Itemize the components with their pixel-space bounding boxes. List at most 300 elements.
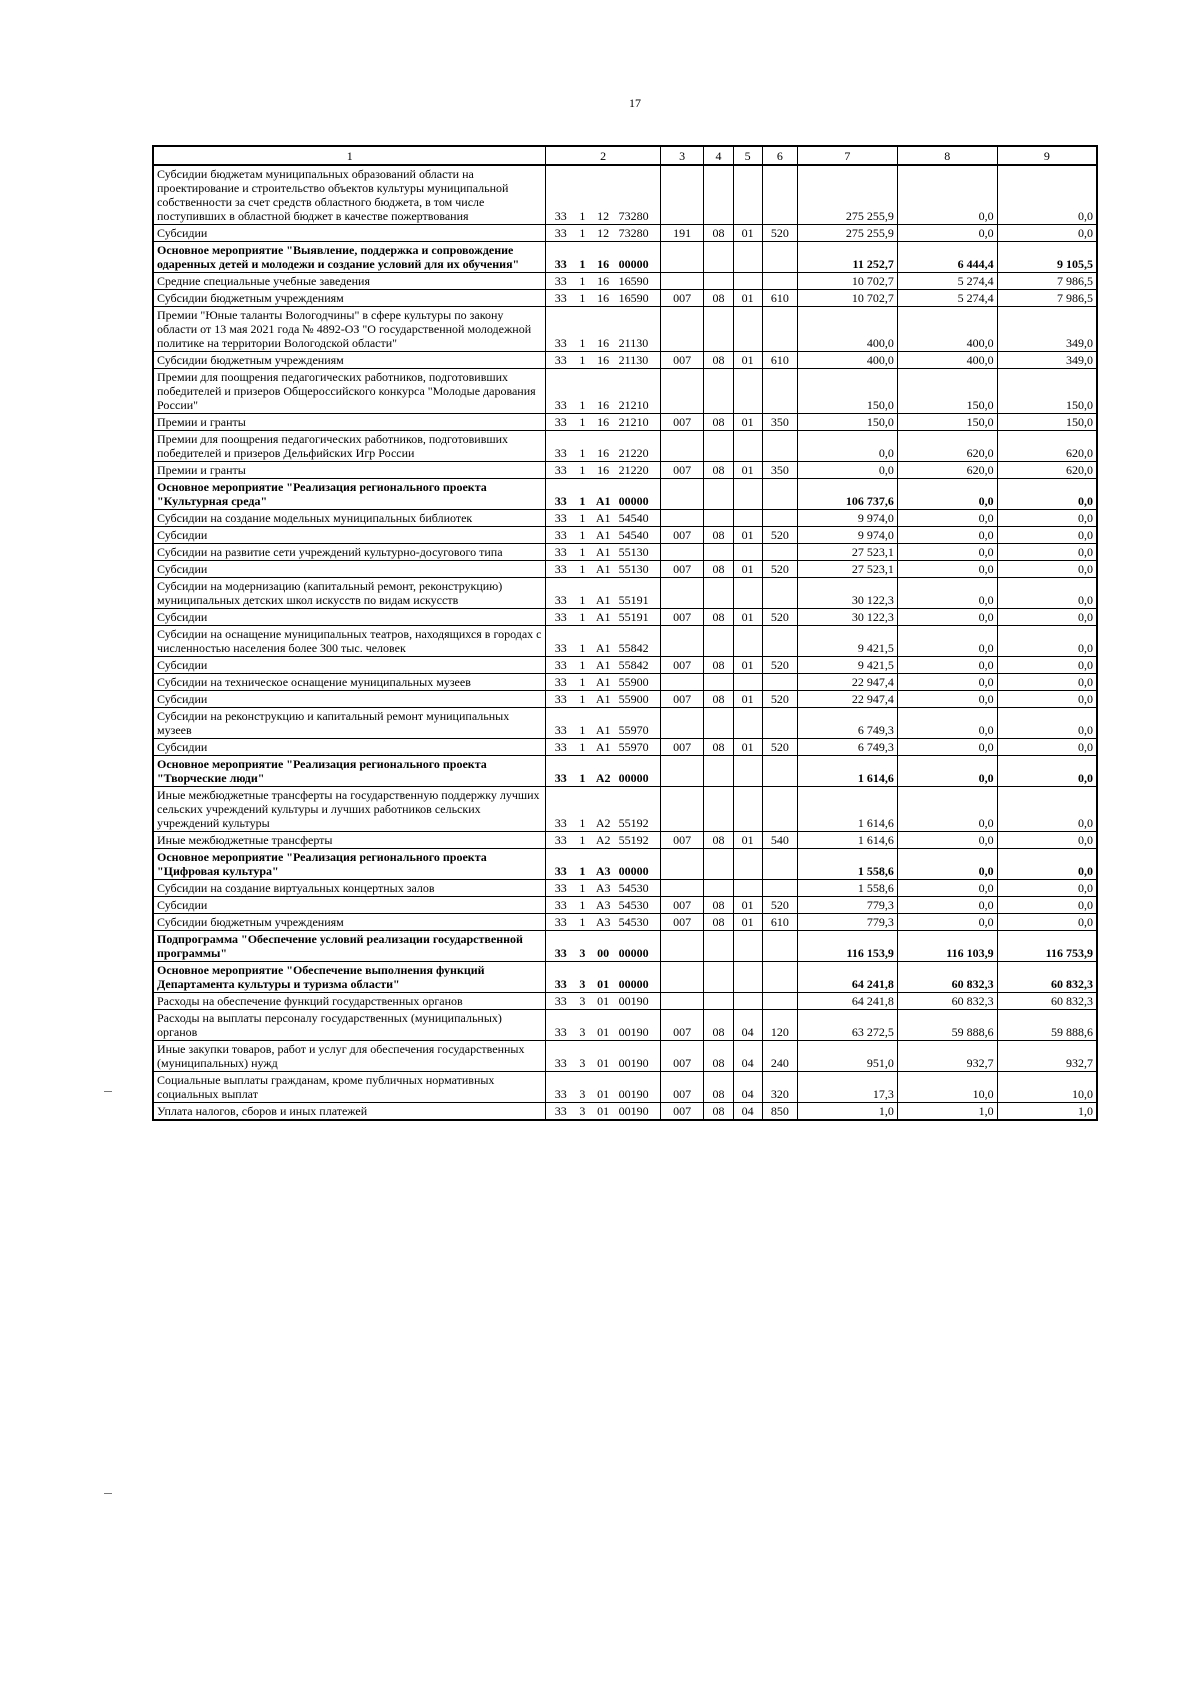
code-subprogram: 1 [575,242,590,273]
code-subsection [733,544,762,561]
table-row [153,307,1097,352]
row-name: Премии для поощрения педагогических работников, подготовивших победителей и призеров Дельфийских Игр России [153,431,546,462]
amount-col-7: 9 974,0 [798,527,898,544]
code-program: 33 [546,225,575,242]
code-expense-type: 610 [762,352,797,369]
code-subprogram: 1 [575,510,590,527]
code-ministry: 007 [660,609,704,626]
code-direction: 21210 [617,414,661,431]
code-subprogram: 1 [575,462,590,479]
code-event: A1 [590,479,617,510]
code-program: 33 [546,165,575,225]
code-direction: 54530 [617,914,661,931]
amount-col-9: 10,0 [997,1072,1097,1103]
code-ministry: 007 [660,352,704,369]
amount-col-7: 6 749,3 [798,739,898,756]
code-expense-type [762,242,797,273]
code-expense-type: 120 [762,1010,797,1041]
table-row [153,369,1097,414]
table-row [153,352,1097,369]
table-row [153,1010,1097,1041]
table-row [153,691,1097,708]
table-body [153,165,1097,1120]
code-ministry [660,307,704,352]
code-expense-type [762,578,797,609]
code-section: 08 [704,561,733,578]
code-section [704,708,733,739]
code-ministry [660,931,704,962]
code-event: 16 [590,369,617,414]
table-row [153,414,1097,431]
amount-col-7: 150,0 [798,414,898,431]
amount-col-7: 30 122,3 [798,609,898,626]
code-program: 33 [546,691,575,708]
code-event: A3 [590,914,617,931]
code-direction: 73280 [617,225,661,242]
table-row [153,657,1097,674]
code-ministry: 007 [660,897,704,914]
amount-col-7: 116 153,9 [798,931,898,962]
code-subsection: 04 [733,1072,762,1103]
code-program: 33 [546,290,575,307]
code-expense-type [762,431,797,462]
row-name: Субсидии на развитие сети учреждений культурно-досугового типа [153,544,546,561]
code-expense-type [762,993,797,1010]
amount-col-8: 0,0 [897,165,997,225]
code-subprogram: 1 [575,787,590,832]
amount-col-9: 116 753,9 [997,931,1097,962]
amount-col-9: 0,0 [997,479,1097,510]
code-subprogram: 1 [575,352,590,369]
code-ministry [660,962,704,993]
code-event: 16 [590,352,617,369]
header-col-3: 3 [660,146,704,165]
amount-col-8: 0,0 [897,691,997,708]
code-expense-type: 610 [762,914,797,931]
code-program: 33 [546,993,575,1010]
table-row [153,931,1097,962]
code-event: A2 [590,756,617,787]
code-event: 01 [590,1072,617,1103]
budget-table [152,145,1098,1121]
code-subprogram: 1 [575,849,590,880]
code-expense-type [762,931,797,962]
code-subprogram: 1 [575,307,590,352]
amount-col-9: 0,0 [997,561,1097,578]
code-expense-type: 240 [762,1041,797,1072]
code-program: 33 [546,307,575,352]
header-row [153,146,1097,165]
table-row [153,849,1097,880]
table-row [153,626,1097,657]
table-row [153,578,1097,609]
code-ministry [660,674,704,691]
amount-col-7: 30 122,3 [798,578,898,609]
amount-col-7: 951,0 [798,1041,898,1072]
code-ministry: 007 [660,527,704,544]
code-direction: 55191 [617,578,661,609]
code-subsection: 01 [733,739,762,756]
table-row [153,756,1097,787]
amount-col-9: 7 986,5 [997,273,1097,290]
code-direction: 16590 [617,290,661,307]
code-program: 33 [546,462,575,479]
table-row [153,561,1097,578]
code-event: A1 [590,609,617,626]
code-expense-type [762,544,797,561]
table-row [153,1103,1097,1121]
code-program: 33 [546,527,575,544]
header-col-4: 4 [704,146,733,165]
code-direction: 00190 [617,1041,661,1072]
table-row [153,544,1097,561]
code-section: 08 [704,609,733,626]
code-program: 33 [546,242,575,273]
amount-col-9: 0,0 [997,527,1097,544]
row-name: Основное мероприятие "Реализация регионального проекта "Творческие люди" [153,756,546,787]
code-section [704,273,733,290]
row-name: Расходы на выплаты персоналу государственных (муниципальных) органов [153,1010,546,1041]
code-program: 33 [546,756,575,787]
code-program: 33 [546,1103,575,1121]
code-program: 33 [546,897,575,914]
code-subsection [733,479,762,510]
amount-col-8: 0,0 [897,832,997,849]
amount-col-9: 0,0 [997,510,1097,527]
code-expense-type: 520 [762,527,797,544]
amount-col-7: 275 255,9 [798,225,898,242]
table-row [153,431,1097,462]
code-event: 16 [590,307,617,352]
code-program: 33 [546,561,575,578]
code-subsection [733,880,762,897]
amount-col-8: 0,0 [897,225,997,242]
code-event: 00 [590,931,617,962]
row-name: Премии и гранты [153,462,546,479]
code-subsection: 01 [733,352,762,369]
amount-col-9: 349,0 [997,352,1097,369]
code-direction: 00190 [617,1010,661,1041]
amount-col-8: 1,0 [897,1103,997,1121]
amount-col-9: 620,0 [997,431,1097,462]
amount-col-9: 0,0 [997,739,1097,756]
code-ministry: 007 [660,739,704,756]
code-direction: 21130 [617,352,661,369]
table-row [153,165,1097,225]
amount-col-8: 0,0 [897,544,997,561]
code-program: 33 [546,708,575,739]
amount-col-8: 6 444,4 [897,242,997,273]
code-subprogram: 1 [575,431,590,462]
code-expense-type [762,165,797,225]
code-section: 08 [704,739,733,756]
code-ministry: 007 [660,1072,704,1103]
code-expense-type: 520 [762,225,797,242]
code-subprogram: 3 [575,1103,590,1121]
code-direction: 55192 [617,787,661,832]
code-ministry: 007 [660,290,704,307]
code-program: 33 [546,510,575,527]
code-program: 33 [546,479,575,510]
row-name: Субсидии бюджетам муниципальных образований области на проектирование и строительство объектов культуры муниципальной собственности за счет средств областного бюджета, в том числе поступивших в областной бюджет в качестве пожертвования [153,165,546,225]
code-ministry [660,431,704,462]
amount-col-9: 0,0 [997,756,1097,787]
code-subsection [733,931,762,962]
amount-col-7: 275 255,9 [798,165,898,225]
amount-col-8: 0,0 [897,739,997,756]
code-expense-type: 520 [762,561,797,578]
amount-col-7: 10 702,7 [798,290,898,307]
amount-col-9: 0,0 [997,897,1097,914]
code-program: 33 [546,273,575,290]
row-name: Субсидии [153,897,546,914]
code-event: A3 [590,849,617,880]
code-expense-type [762,787,797,832]
code-program: 33 [546,414,575,431]
code-ministry [660,510,704,527]
code-subprogram: 1 [575,756,590,787]
code-subprogram: 1 [575,527,590,544]
amount-col-8: 150,0 [897,369,997,414]
amount-col-7: 63 272,5 [798,1010,898,1041]
code-subsection [733,369,762,414]
code-expense-type: 520 [762,897,797,914]
amount-col-7: 779,3 [798,914,898,931]
code-program: 33 [546,626,575,657]
row-name: Субсидии на техническое оснащение муниципальных музеев [153,674,546,691]
code-subsection: 01 [733,225,762,242]
amount-col-7: 9 421,5 [798,626,898,657]
code-expense-type [762,510,797,527]
amount-col-7: 9 421,5 [798,657,898,674]
code-direction: 55192 [617,832,661,849]
row-name: Субсидии на создание модельных муниципальных библиотек [153,510,546,527]
code-direction: 00190 [617,993,661,1010]
code-section [704,756,733,787]
row-name: Подпрограмма "Обеспечение условий реализации государственной программы" [153,931,546,962]
code-program: 33 [546,544,575,561]
code-subsection [733,307,762,352]
code-ministry: 007 [660,1041,704,1072]
amount-col-9: 0,0 [997,165,1097,225]
code-section: 08 [704,414,733,431]
code-direction: 00000 [617,242,661,273]
code-expense-type: 520 [762,739,797,756]
code-subsection: 04 [733,1010,762,1041]
code-section [704,626,733,657]
code-expense-type [762,708,797,739]
code-section: 08 [704,691,733,708]
code-ministry: 007 [660,462,704,479]
amount-col-8: 0,0 [897,479,997,510]
code-ministry [660,756,704,787]
code-subprogram: 1 [575,609,590,626]
amount-col-9: 7 986,5 [997,290,1097,307]
row-name: Субсидии на модернизацию (капитальный ремонт, реконструкцию) муниципальных детских школ искусств по видам искусств [153,578,546,609]
code-direction: 21130 [617,307,661,352]
code-expense-type: 520 [762,609,797,626]
code-program: 33 [546,914,575,931]
code-section: 08 [704,832,733,849]
table-row [153,914,1097,931]
code-subprogram: 1 [575,369,590,414]
table-row [153,510,1097,527]
amount-col-9: 349,0 [997,307,1097,352]
code-direction: 21220 [617,462,661,479]
code-expense-type [762,674,797,691]
amount-col-9: 0,0 [997,787,1097,832]
code-direction: 73280 [617,165,661,225]
row-name: Расходы на обеспечение функций государственных органов [153,993,546,1010]
code-section: 08 [704,914,733,931]
code-section [704,880,733,897]
amount-col-8: 620,0 [897,462,997,479]
code-event: A1 [590,561,617,578]
code-ministry: 007 [660,914,704,931]
code-section: 08 [704,462,733,479]
code-expense-type [762,273,797,290]
row-name: Субсидии бюджетным учреждениям [153,352,546,369]
amount-col-9: 0,0 [997,880,1097,897]
code-event: A2 [590,832,617,849]
code-ministry: 007 [660,832,704,849]
code-subprogram: 1 [575,914,590,931]
amount-col-8: 0,0 [897,657,997,674]
code-direction: 54540 [617,527,661,544]
table-row [153,962,1097,993]
code-subsection: 01 [733,414,762,431]
table-row [153,674,1097,691]
code-section: 08 [704,527,733,544]
amount-col-7: 10 702,7 [798,273,898,290]
code-section [704,431,733,462]
header-col-2: 2 [546,146,660,165]
code-program: 33 [546,609,575,626]
amount-col-8: 0,0 [897,849,997,880]
code-subsection: 04 [733,1041,762,1072]
amount-col-7: 1 558,6 [798,849,898,880]
row-name: Субсидии на создание виртуальных концертных залов [153,880,546,897]
code-subprogram: 1 [575,897,590,914]
code-subprogram: 1 [575,561,590,578]
code-section: 08 [704,225,733,242]
table-row [153,609,1097,626]
code-subprogram: 1 [575,273,590,290]
code-expense-type: 520 [762,691,797,708]
amount-col-8: 60 832,3 [897,962,997,993]
code-event: 01 [590,993,617,1010]
code-subprogram: 1 [575,832,590,849]
code-event: A1 [590,657,617,674]
amount-col-9: 150,0 [997,414,1097,431]
code-subprogram: 3 [575,1072,590,1103]
amount-col-8: 0,0 [897,510,997,527]
amount-col-9: 150,0 [997,369,1097,414]
code-subprogram: 3 [575,1010,590,1041]
code-direction: 00000 [617,962,661,993]
code-event: 01 [590,1010,617,1041]
code-event: A1 [590,626,617,657]
code-subsection: 01 [733,657,762,674]
code-subprogram: 1 [575,544,590,561]
amount-col-9: 932,7 [997,1041,1097,1072]
code-subsection [733,756,762,787]
header-col-1: 1 [153,146,546,165]
amount-col-9: 0,0 [997,674,1097,691]
code-subprogram: 1 [575,708,590,739]
code-direction: 54530 [617,897,661,914]
row-name: Иные закупки товаров, работ и услуг для обеспечения государственных (муниципальных) нужд [153,1041,546,1072]
code-subsection [733,273,762,290]
amount-col-8: 0,0 [897,756,997,787]
code-section [704,510,733,527]
code-section [704,993,733,1010]
code-event: A1 [590,527,617,544]
amount-col-9: 0,0 [997,708,1097,739]
code-ministry: 007 [660,414,704,431]
table-row [153,880,1097,897]
amount-col-8: 60 832,3 [897,993,997,1010]
code-program: 33 [546,962,575,993]
amount-col-7: 150,0 [798,369,898,414]
code-direction: 55900 [617,691,661,708]
row-name: Премии для поощрения педагогических работников, подготовивших победителей и призеров Общероссийского конкурса "Молодые дарования России" [153,369,546,414]
amount-col-7: 400,0 [798,352,898,369]
code-direction: 00000 [617,849,661,880]
code-subsection [733,708,762,739]
code-section [704,369,733,414]
table-row [153,1041,1097,1072]
row-name: Основное мероприятие "Реализация регионального проекта "Культурная среда" [153,479,546,510]
amount-col-8: 5 274,4 [897,290,997,307]
header-col-9: 9 [997,146,1097,165]
row-name: Основное мероприятие "Реализация регионального проекта "Цифровая культура" [153,849,546,880]
code-ministry: 007 [660,657,704,674]
code-ministry: 007 [660,691,704,708]
code-ministry: 007 [660,1010,704,1041]
amount-col-9: 0,0 [997,626,1097,657]
amount-col-7: 17,3 [798,1072,898,1103]
scan-mark [104,1493,112,1494]
row-name: Иные межбюджетные трансферты [153,832,546,849]
header-col-5: 5 [733,146,762,165]
code-section: 08 [704,1072,733,1103]
code-subsection [733,165,762,225]
code-event: 01 [590,962,617,993]
amount-col-9: 620,0 [997,462,1097,479]
amount-col-7: 27 523,1 [798,544,898,561]
code-section [704,787,733,832]
amount-col-8: 150,0 [897,414,997,431]
code-expense-type [762,307,797,352]
code-subprogram: 3 [575,993,590,1010]
code-subsection: 01 [733,691,762,708]
row-name: Субсидии [153,691,546,708]
amount-col-8: 620,0 [897,431,997,462]
code-event: A1 [590,674,617,691]
amount-col-7: 22 947,4 [798,691,898,708]
code-event: A1 [590,739,617,756]
code-expense-type: 350 [762,414,797,431]
amount-col-7: 64 241,8 [798,993,898,1010]
table-row [153,479,1097,510]
amount-col-7: 22 947,4 [798,674,898,691]
amount-col-9: 1,0 [997,1103,1097,1121]
code-event: A1 [590,510,617,527]
code-event: A3 [590,880,617,897]
code-expense-type: 350 [762,462,797,479]
code-event: A3 [590,897,617,914]
